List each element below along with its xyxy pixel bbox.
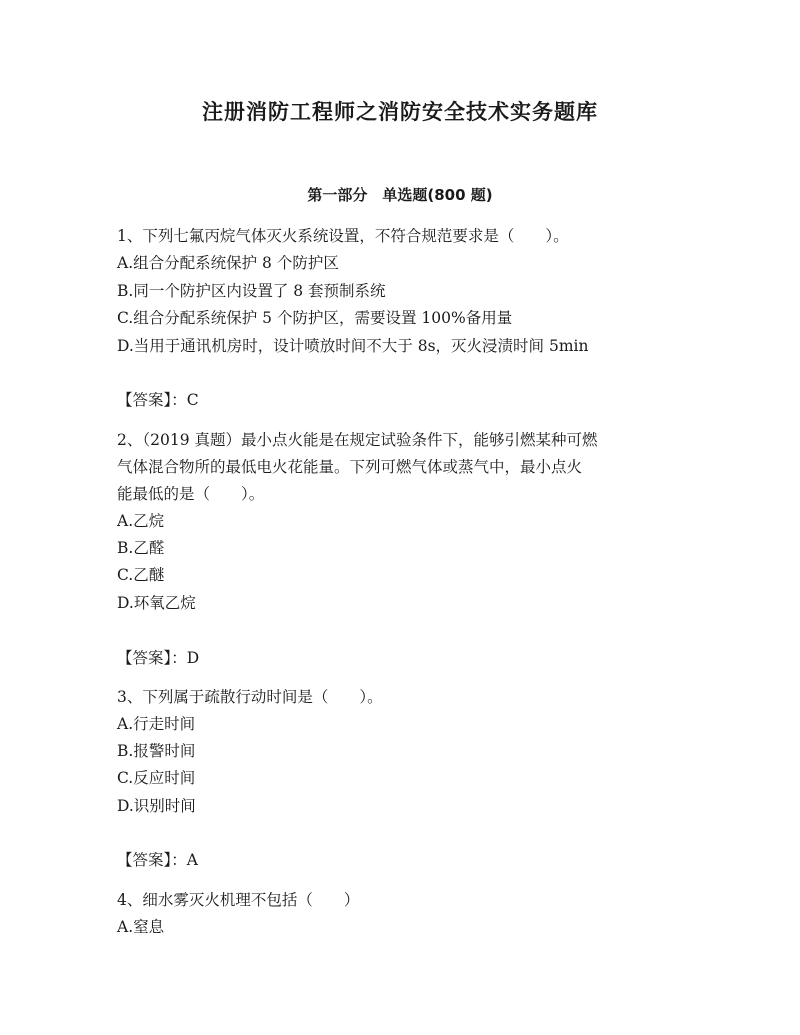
question-1-option-c: C.组合分配系统保护 5 个防护区，需要设置 100%备用量	[117, 309, 513, 327]
question-4-stem: 4、细水雾灭火机理不包括（ ）	[117, 891, 360, 909]
question-2-option-c: C.乙醚	[117, 566, 165, 584]
question-2-answer: 【答案】：D	[117, 649, 200, 667]
question-2-option-b: B.乙醛	[117, 539, 165, 557]
question-2-option-d: D.环氧乙烷	[117, 594, 196, 612]
question-4-option-a: A.窒息	[117, 918, 165, 936]
question-3-answer: 【答案】：A	[117, 851, 198, 869]
question-3-option-b: B.报警时间	[117, 742, 196, 760]
question-1-stem: 1、下列七氟丙烷气体灭火系统设置，不符合规范要求是（ ）。	[117, 227, 569, 245]
question-3-stem: 3、下列属于疏散行动时间是（ ）。	[117, 688, 383, 706]
section-title: 第一部分 单选题(800 题)	[307, 186, 493, 204]
question-2-stem-line-1: 2、（2019 真题）最小点火能是在规定试验条件下，能够引燃某种可燃	[117, 431, 598, 449]
question-1-option-d: D.当用于通讯机房时，设计喷放时间不大于 8s，灭火浸渍时间 5min	[117, 337, 589, 355]
question-1-answer: 【答案】：C	[117, 391, 199, 409]
question-2-stem-line-3: 能最低的是（ ）。	[117, 485, 265, 503]
question-2-option-a: A.乙烷	[117, 512, 165, 530]
question-3-option-c: C.反应时间	[117, 769, 196, 787]
question-2-stem-line-2: 气体混合物所的最低电火花能量。下列可燃气体或蒸气中，最小点火	[117, 458, 583, 476]
document-title: 注册消防工程师之消防安全技术实务题库	[202, 100, 598, 124]
question-1-option-a: A.组合分配系统保护 8 个防护区	[117, 254, 339, 272]
question-3-option-a: A.行走时间	[117, 715, 196, 733]
question-1-option-b: B.同一个防护区内设置了 8 套预制系统	[117, 282, 386, 300]
question-3-option-d: D.识别时间	[117, 797, 196, 815]
